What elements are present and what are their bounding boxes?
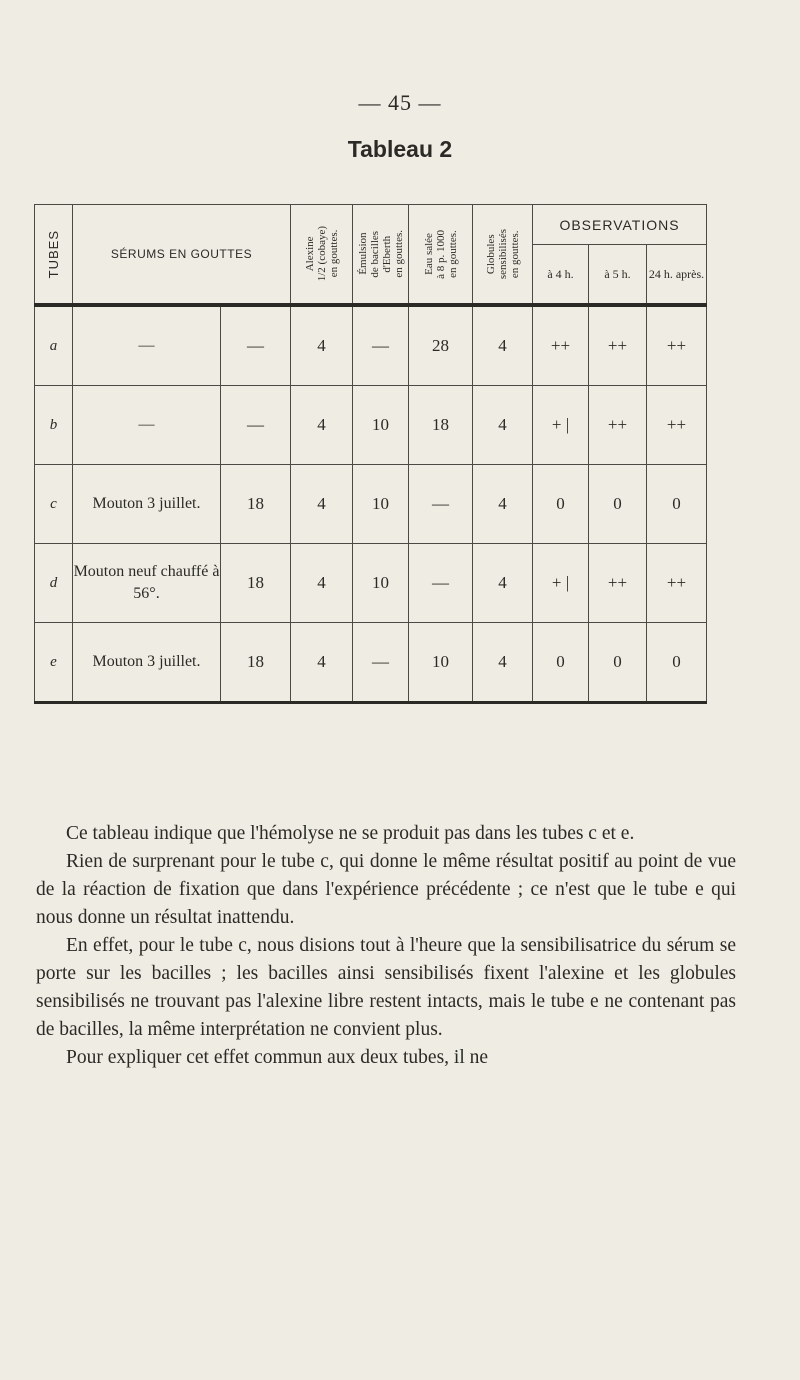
- obs-5h-cell: ++: [589, 386, 647, 465]
- alexine-cell: 4: [291, 544, 353, 623]
- header-observations: OBSERVATIONS: [533, 205, 707, 245]
- paragraph: Ce tableau indique que l'hémolyse ne se produit pas dans les tubes c et e.: [66, 823, 635, 844]
- paragraph: En effet, pour le tube c, nous disions tout à l'heure que la sensibilisatrice du sérum se porte sur les bacilles ; les bacilles ainsi sensibilisés fixent l'alexine et les globules sensibilisés ne trouvant pas l'alexine libre restent intacts, mais le tube e ne contenant pas de bacilles, la même interprétation ne convient plus.: [36, 935, 736, 1040]
- obs-4h-cell: ++: [533, 305, 589, 386]
- obs-5h-cell: ++: [589, 305, 647, 386]
- tube-cell: d: [35, 544, 73, 623]
- tube-cell: a: [35, 305, 73, 386]
- results-table: [34, 204, 706, 704]
- eau-cell: 28: [409, 305, 473, 386]
- globules-cell: 4: [473, 386, 533, 465]
- header-emulsion: Émulsion de bacilles d'Eberth en gouttes.: [353, 205, 409, 306]
- obs-4h-cell: + |: [533, 386, 589, 465]
- serum-cell: Mouton 3 juillet.: [73, 465, 221, 544]
- obs-5h-cell: 0: [589, 623, 647, 703]
- emulsion-cell: 10: [353, 544, 409, 623]
- emulsion-cell: —: [353, 623, 409, 703]
- serum-qty-cell: 18: [221, 544, 291, 623]
- serum-cell: —: [73, 386, 221, 465]
- table-row: [35, 305, 707, 386]
- obs-24h-cell: ++: [647, 386, 707, 465]
- header-alexine: Alexine 1/2 (cobaye) en gouttes.: [291, 205, 353, 306]
- globules-cell: 4: [473, 305, 533, 386]
- tube-cell: e: [35, 623, 73, 703]
- serum-cell: Mouton 3 juillet.: [73, 623, 221, 703]
- page-number: — 45 —: [358, 90, 442, 115]
- emulsion-cell: 10: [353, 386, 409, 465]
- body-text: [36, 820, 736, 1072]
- header-eau: Eau salée à 8 p. 1000 en gouttes.: [409, 205, 473, 306]
- obs-5h-cell: 0: [589, 465, 647, 544]
- eau-cell: 10: [409, 623, 473, 703]
- emulsion-cell: —: [353, 305, 409, 386]
- serum-qty-cell: 18: [221, 465, 291, 544]
- globules-cell: 4: [473, 623, 533, 703]
- alexine-cell: 4: [291, 465, 353, 544]
- serum-qty-cell: —: [221, 386, 291, 465]
- alexine-cell: 4: [291, 305, 353, 386]
- obs-24h-cell: ++: [647, 305, 707, 386]
- header-serums: SÉRUMS EN GOUTTES: [73, 205, 291, 306]
- serum-qty-cell: —: [221, 305, 291, 386]
- eau-cell: 18: [409, 386, 473, 465]
- emulsion-cell: 10: [353, 465, 409, 544]
- alexine-cell: 4: [291, 386, 353, 465]
- serum-qty-cell: 18: [221, 623, 291, 703]
- table-row: [35, 465, 707, 544]
- obs-5h-cell: ++: [589, 544, 647, 623]
- header-globules: Globules sensibilisés en gouttes.: [473, 205, 533, 306]
- tube-cell: b: [35, 386, 73, 465]
- globules-cell: 4: [473, 544, 533, 623]
- tube-cell: c: [35, 465, 73, 544]
- header-obs-4h: à 4 h.: [533, 245, 589, 305]
- obs-24h-cell: 0: [647, 465, 707, 544]
- globules-cell: 4: [473, 465, 533, 544]
- table-row: [35, 386, 707, 465]
- eau-cell: —: [409, 465, 473, 544]
- paragraph: Pour expliquer cet effet commun aux deux tubes, il ne: [66, 1047, 489, 1068]
- paragraph: Rien de surprenant pour le tube c, qui donne le même résultat positif au point de vue de la réaction de fixation que dans l'expérience précédente ; ce n'est que le tube e qui nous donne un résultat inattendu.: [36, 851, 736, 928]
- header-obs-24h: 24 h. après.: [647, 245, 707, 305]
- obs-4h-cell: + |: [533, 544, 589, 623]
- serum-cell: —: [73, 305, 221, 386]
- header-obs-5h: à 5 h.: [589, 245, 647, 305]
- serum-cell: Mouton neuf chauffé à 56°.: [73, 544, 221, 623]
- obs-24h-cell: 0: [647, 623, 707, 703]
- obs-4h-cell: 0: [533, 623, 589, 703]
- alexine-cell: 4: [291, 623, 353, 703]
- eau-cell: —: [409, 544, 473, 623]
- table-title: Tableau 2: [347, 136, 453, 162]
- header-tubes: TUBES: [35, 205, 73, 306]
- table-row: [35, 623, 707, 703]
- table-row: [35, 544, 707, 623]
- obs-24h-cell: ++: [647, 544, 707, 623]
- obs-4h-cell: 0: [533, 465, 589, 544]
